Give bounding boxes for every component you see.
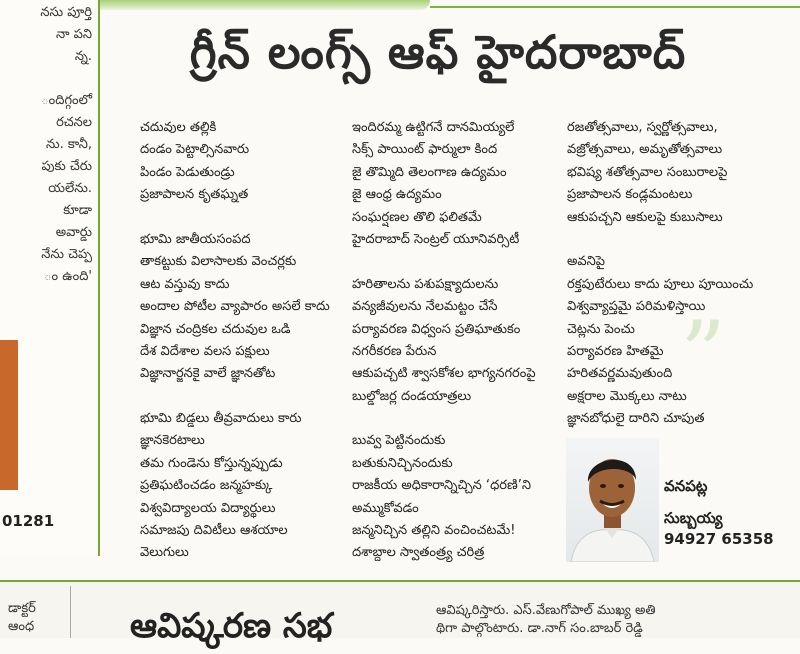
left-line: ం ఉంది' <box>44 269 92 284</box>
poem-line: ప్రతిఘటించడం జన్మహక్కు <box>140 478 273 494</box>
poem-column-3 <box>567 117 777 430</box>
author-phone: 94927 65358 <box>664 530 774 548</box>
bottom-divider <box>70 586 71 638</box>
left-line: రచనల <box>56 115 92 130</box>
left-line: నా పని <box>55 27 92 42</box>
poem-line: విశ్వవిద్యాలయ విద్యార్థులు <box>140 500 276 516</box>
left-line: అవార్డు <box>55 225 92 240</box>
poem-line: బువ్వ పెట్టినందుకు <box>352 433 446 449</box>
poem-line: హైదరాబాద్ సెంట్రల్ యూనివర్సిటీ <box>352 231 520 247</box>
quote-mark-icon: ” <box>680 302 727 407</box>
poem-line: చదువుల తల్లికి <box>140 120 217 135</box>
poem-line: హరితాలను పశుపక్ష్యాదులను <box>352 276 499 292</box>
poem-line: వజ్రోత్సవాలు, అమృతోత్సవాలు <box>567 142 723 158</box>
poem-line: జై ఆంధ్ర ఉద్యమం <box>352 187 442 203</box>
poem-line <box>352 251 562 273</box>
poem-line: సంఘర్షణల తొలి ఫలితమే <box>352 209 482 225</box>
article-title: గ్రీన్ లంగ్స్ ఆఫ్ హైదరాబాద్ <box>189 25 687 79</box>
poem-line: పిండం పెడుతుండ్రు <box>140 164 235 180</box>
poem-line: అవనిపై <box>567 254 606 270</box>
poem-line: దేశ విదేశాల వలస పక్షులు <box>140 343 270 359</box>
decorative-green-banner <box>100 0 430 10</box>
poem-column-2 <box>352 117 562 565</box>
column-divider <box>98 0 100 556</box>
left-photo-fragment <box>0 340 18 490</box>
poem-line: దండం పెట్టాల్సినవారు <box>140 142 250 158</box>
author-name-line1: వనపట్ల <box>664 477 708 495</box>
poem-line: విజ్ఞాన చంద్రికల చదువుల ఒడి <box>140 321 291 337</box>
poem-line <box>567 229 777 251</box>
poem-line: దశాబ్దాల స్వాతంత్ర్య చరిత్ర <box>352 545 485 561</box>
bottom-left-text <box>8 600 36 636</box>
left-line: కూడా <box>63 203 92 218</box>
poem-line: విశ్వవ్యాప్తమై పరిమళిస్తాయి <box>567 299 706 315</box>
author-portrait-icon <box>566 438 659 562</box>
poem-line: రాజకీయ అధికారాన్నిచ్చిన ‘ధరణి’ని <box>352 478 531 494</box>
left-phone-fragment: 01281 <box>2 512 55 530</box>
poem-column-1 <box>140 117 345 565</box>
poem-line: భూమి జాతీయసంపద <box>140 231 251 247</box>
bottom-text-line: థిగా పాల్గొంటారు. డా.నాగ్ సం.బాబర్ రెడ్డి <box>436 621 643 636</box>
left-line: పుకు చేరు <box>41 159 92 174</box>
poem-line: నగరీకరణ పేరున <box>352 343 437 359</box>
poem-line: ఆట వస్తువు కాదు <box>140 276 230 292</box>
poem-line: జ్ఞానకెరటాలు <box>140 433 205 449</box>
poem-line: భూమి బిడ్డలు తీవ్రవాదులు కారు <box>140 411 302 427</box>
poem-line: వన్యజీవులను నేలమట్టం చేసే <box>352 299 498 315</box>
poem-line: తమ గుండెను కోస్తున్నప్పుడు <box>140 455 283 471</box>
left-line: ను. కానీ, <box>45 137 92 152</box>
bottom-left-line: ఆంధ <box>8 619 35 634</box>
poem-line: ఇందిరమ్మ ఉట్టిగనే దానమియ్యలే <box>352 120 515 135</box>
poem-line <box>140 386 345 408</box>
poem-line: అమ్ముకోవడం <box>352 500 419 516</box>
poem-line <box>140 207 345 229</box>
poem-line: బతుకునిచ్చినందుకు <box>352 455 453 471</box>
poem-line: అందాల పోటీల వ్యాపారం అసలే కాదు <box>140 299 330 315</box>
poem-line: ప్రజాపాలన కండ్లమంటలు <box>567 187 693 203</box>
poem-line: భవిష్య శతోత్సవాల సంబురాలపై <box>567 164 728 180</box>
author-name-line2: సుబ్బయ్య <box>664 509 723 527</box>
left-line: యలేను. <box>48 181 92 196</box>
poem-line: జ్ఞానబోధులై దారిని చూపుత <box>567 411 705 427</box>
poem-line: జన్మనిచ్చిన తల్లిని వంచించటమే! <box>352 523 516 539</box>
poem-line: సమాజపు దివిటీలు ఆశయాల <box>140 523 288 539</box>
poem-line: ఆకుపచ్చని ఆకులపై కుబుసాలు <box>567 209 723 225</box>
left-line: నేను చెప్ప <box>41 247 92 262</box>
left-line: న్న. <box>74 49 92 64</box>
left-line: ందిగ్గంలో <box>41 93 92 108</box>
bottom-left-line: డాక్టర్ <box>8 601 36 616</box>
author-photo <box>566 438 659 562</box>
poem-line: ఆకుపచ్చటి శ్వాసకోశల భాగ్యనగరంపై <box>352 366 536 382</box>
poem-line: హరితవర్ణమవుతుంది <box>567 366 673 382</box>
poem-line: అక్షరాల మొక్కలు నాటు <box>567 388 687 404</box>
author-name <box>664 470 723 534</box>
poem-line: జై తొమ్మిది తెలంగాణ ఉద్యమం <box>352 164 507 180</box>
bottom-headline: ఆవిష్కరణ సభ <box>130 606 333 646</box>
poem-line: రజతోత్సవాలు, స్వర్ణోత్సవాలు, <box>567 120 718 135</box>
bottom-text-line: ఆవిష్కరిస్తారు. ఎస్.వేణుగోపాల్ ముఖ్య అతి <box>436 603 656 618</box>
left-line: నసు పూర్తి <box>40 5 92 20</box>
poem-line: బుల్డోజర్ల దండయాత్రలు <box>352 388 472 404</box>
poem-line: తాకట్టుకు విలాసాలకు వెంచర్లకు <box>140 254 297 270</box>
poem-line: రక్తపుటేరులు కాదు పూలు పూయించు <box>567 276 754 292</box>
poem-line: సిక్స్ పాయింట్ ఫార్ములా కింద <box>352 142 498 158</box>
poem-line <box>352 408 562 430</box>
poem-line: పర్యావరణ హితమై <box>567 343 664 359</box>
poem-line: ప్రజాపాలన కృతఘ్నత <box>140 187 249 203</box>
bottom-section <box>0 582 800 638</box>
left-line <box>0 68 96 90</box>
left-article-column <box>0 0 96 555</box>
left-column-text <box>0 2 96 288</box>
poem-line: వెలుగులు <box>140 545 189 561</box>
bottom-text <box>436 602 656 638</box>
poem-line: విజ్ఞానార్జనకై వాలే జ్ఞానతోట <box>140 366 276 382</box>
poem-line: చెట్లను పెంచు <box>567 321 635 337</box>
poem-line: పర్యావరణ విధ్వంస ప్రతిఘాతుకం <box>352 321 521 337</box>
top-rule <box>430 6 800 8</box>
